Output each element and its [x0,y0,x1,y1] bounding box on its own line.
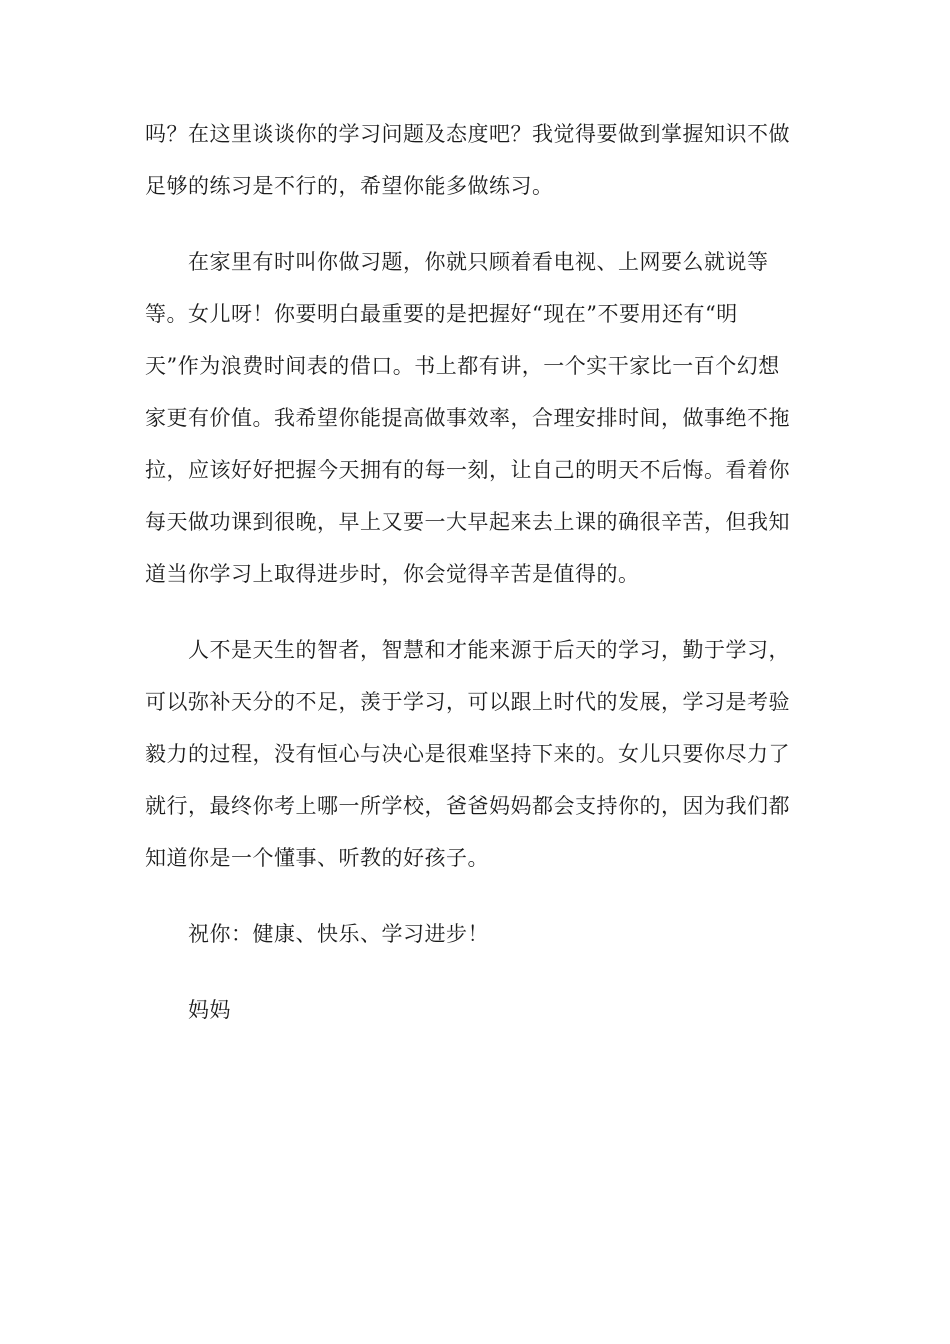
text-line: 道当你学习上取得进步时，你会觉得辛苦是值得的。 [145,562,640,586]
text-line: 吗？在这里谈谈你的学习问题及态度吧？我觉得要做到掌握知识不做 [145,122,790,146]
paragraph-gap [145,884,795,908]
text-line: 知道你是一个懂事、听教的好孩子。 [145,846,489,870]
text-line: 拉，应该好好把握今天拥有的每一刻，让自己的明天不后悔。看着你 [145,458,790,482]
text-line: 在家里有时叫你做习题，你就只顾着看电视、上网要么就说等 [188,250,769,274]
text-line: 可以弥补天分的不足，羡于学习，可以跟上时代的发展，学习是考验 [145,690,790,714]
closing-line: 祝你：健康、快乐、学习进步！ [188,922,489,946]
paragraph-1 [145,108,795,212]
signature: 妈妈 [188,998,231,1022]
text-line: 毅力的过程，没有恒心与决心是很难坚持下来的。女儿只要你尽力了 [145,742,790,766]
paragraph-gap [145,600,795,624]
paragraph-2 [145,236,795,600]
text-line: 足够的练习是不行的，希望你能多做练习。 [145,174,554,198]
text-line: 就行，最终你考上哪一所学校，爸爸妈妈都会支持你的，因为我们都 [145,794,790,818]
paragraph-gap [145,212,795,236]
paragraph-3 [145,624,795,884]
text-line: 每天做功课到很晚，早上又要一大早起来去上课的确很辛苦，但我知 [145,510,790,534]
text-line: 天”作为浪费时间表的借口。书上都有讲，一个实干家比一百个幻想 [145,354,780,378]
text-line: 家更有价值。我希望你能提高做事效率，合理安排时间，做事绝不拖 [145,406,790,430]
text-line: 人不是天生的智者，智慧和才能来源于后天的学习，勤于学习， [188,638,790,662]
letter-body [145,108,795,1036]
paragraph-gap [145,960,795,984]
text-line: 等。女儿呀！你要明白最重要的是把握好“现在”不要用还有“明 [145,302,738,326]
